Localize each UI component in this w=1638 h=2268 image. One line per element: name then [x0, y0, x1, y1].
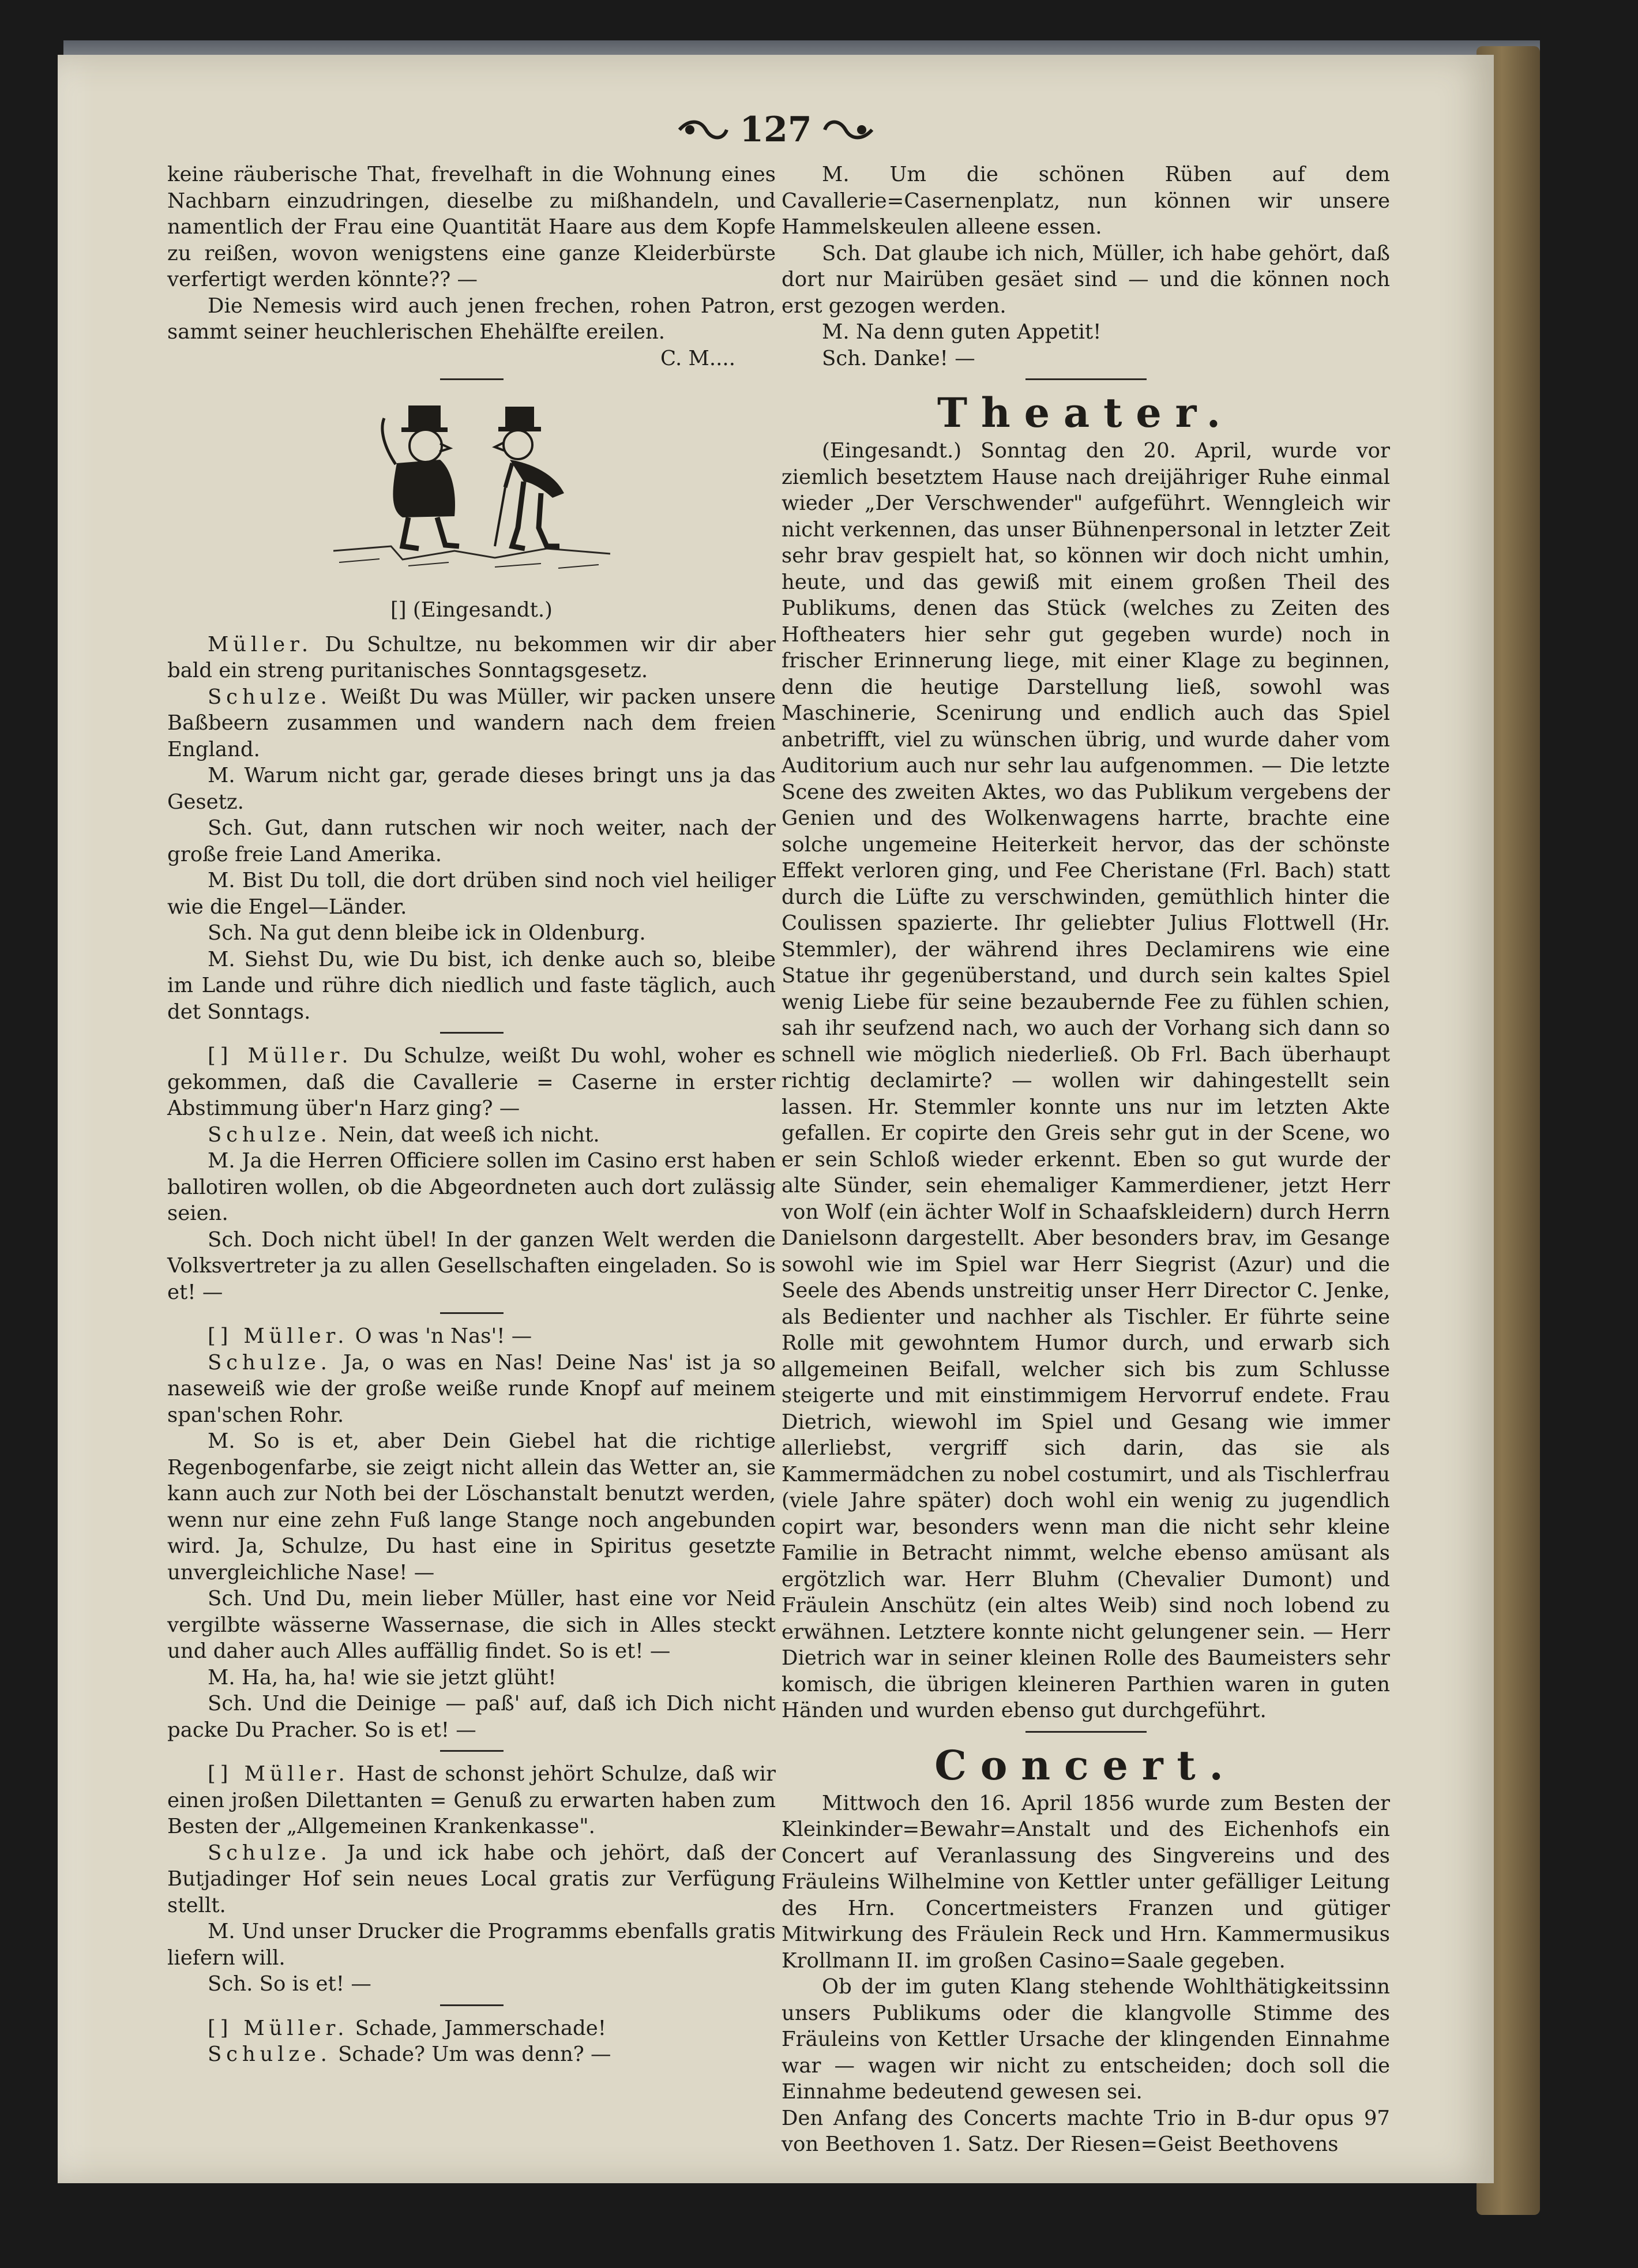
dialogue-line	[782, 241, 1390, 320]
speaker: Schulze.	[208, 685, 332, 709]
page-header	[58, 101, 1494, 159]
speech: Du Schulze, weißt Du wohl, woher es gekommen, daß die Cavallerie = Caserne in erster Abstimmung über'n Harz ging? —	[167, 1044, 776, 1120]
speech: Na gut denn bleibe ick in Oldenburg.	[259, 921, 646, 945]
dialogue-line	[167, 2015, 776, 2042]
speech: Warum nicht gar, gerade dieses bringt uns ja das Gesetz.	[167, 764, 776, 814]
speaker: Sch.	[208, 1587, 253, 1610]
dialogue-line	[167, 1918, 776, 1971]
speech: O was 'n Nas'! —	[355, 1324, 532, 1348]
divider	[440, 1750, 504, 1752]
speech: Und unser Drucker die Programms ebenfalls gratis liefern will.	[167, 1920, 776, 1970]
newspaper-page	[58, 55, 1494, 2183]
speaker: M.	[208, 869, 235, 892]
speech: Dat glaube ich nich, Müller, ich habe gehört, daß dort nur Mairüben gesäet sind — und die können noch erst gezogen werden.	[782, 241, 1390, 318]
speaker: Schulze.	[208, 1122, 332, 1147]
speaker: [] Müller.	[208, 1762, 350, 1786]
dialogue-line	[782, 162, 1390, 241]
illustration-caption: [] (Eingesandt.)	[390, 598, 553, 622]
right-column	[782, 162, 1390, 2158]
speech: So is et, aber Dein Giebel hat die richtige Regenbogenfarbe, sie zeigt nicht allein das Wetter an, sie kann auch zur Noth bei der Löschanstalt benutzt werden, wenn nur eine zehn Fuß lange Stange noch angebunden wird. Ja, Schulze, Du hast eine in Spiritus gesetzte unvergleichliche Nase! —	[167, 1429, 776, 1584]
left-column	[167, 162, 776, 2068]
article-text: Die Nemesis wird auch jenen frechen, rohen Patron, sammt seiner heuchlerischen Ehehälfte ereilen.	[167, 294, 776, 344]
dialogue-line	[167, 947, 776, 1026]
speaker: M.	[208, 1429, 235, 1453]
speech: So is et! —	[259, 1972, 371, 1996]
speaker: Sch.	[208, 921, 253, 945]
dialogue-line	[167, 763, 776, 815]
speaker: M.	[208, 947, 235, 971]
section-heading-theater: Theater.	[937, 389, 1234, 437]
speaker: Sch.	[208, 1692, 253, 1715]
speaker: Sch.	[208, 1972, 253, 1996]
dialogue-line	[167, 1350, 776, 1429]
divider	[1025, 1731, 1147, 1733]
speaker: Sch.	[822, 346, 867, 370]
divider	[440, 1032, 504, 1034]
speech: Na denn guten Appetit!	[855, 320, 1102, 344]
section-heading-concert: Concert.	[934, 1741, 1237, 1789]
speech: Schade? Um was denn? —	[338, 2042, 611, 2066]
speech: Ja und ick habe och jehört, daß der Butjadinger Hof sein neues Local gratis zur Verfügung stellt.	[167, 1841, 776, 1917]
divider	[440, 1312, 504, 1314]
speech: Um die schönen Rüben auf dem Cavallerie=Casernenplatz, nun können wir unsere Hammelskeulen alleene essen.	[782, 163, 1390, 239]
caricature-illustration	[322, 395, 622, 585]
dialogue-line	[782, 319, 1390, 346]
dialogue-line	[167, 1761, 776, 1840]
dialogue-line	[167, 1043, 776, 1122]
speaker: M.	[208, 1149, 235, 1173]
speech: Doch nicht übel! In der ganzen Welt werden die Volksvertreter ja zu allen Gesellschaften eingeladen. So is et! —	[167, 1227, 776, 1304]
divider	[440, 378, 504, 380]
speaker: M.	[208, 1920, 235, 1943]
speech: Danke! —	[873, 346, 975, 370]
article-text: keine räuberische That, frevelhaft in die Wohnung eines Nachbarn einzudringen, dieselbe zu mißhandeln, und namentlich der Frau eine Quantität Haare aus dem Kopfe zu reißen, wovon wenigstens eine ganze Kleiderbürste verfertigt werden könnte?? —	[167, 163, 776, 291]
dialogue-line	[167, 632, 776, 684]
speech: Und die Deinige — paß' auf, daß ich Dich nicht packe Du Pracher. So is et! —	[167, 1692, 776, 1742]
speech: Ha, ha, ha! wie sie jetzt glüht!	[241, 1665, 557, 1689]
article-text: Den Anfang des Concerts machte Trio in B-dur opus 97 von Beethoven 1. Satz. Der Riesen=Geist Beethovens	[782, 2106, 1390, 2156]
dialogue-line	[167, 1323, 776, 1350]
speech: Du Schultze, nu bekommen wir dir aber bald ein streng puritanisches Sonntagsgesetz.	[167, 632, 776, 682]
speaker: Schulze.	[208, 2042, 332, 2066]
speaker: M.	[822, 320, 850, 344]
speech: Ja die Herren Officiere sollen im Casino erst haben ballotiren wollen, ob die Abgeordneten auch dort zulässig seien.	[167, 1149, 776, 1225]
speech: Hast de schonst jehört Schulze, daß wir einen jroßen Dilettanten = Genuß zu erwarten haben zum Besten der „Allgemeinen Krankenkasse".	[167, 1762, 776, 1838]
speaker: Sch.	[208, 816, 253, 840]
article-text: (Eingesandt.) Sonntag den 20. April, wurde vor ziemlich besetztem Hause nach dreijähriger Ruhe einmal wieder „Der Verschwender" aufgeführt. Wenngleich wir nicht verkennen, das unser Bühnenpersonal in letzter Zeit sehr brav gespielt hat, so können wir doch nicht umhin, heute, und das gewiß mit einem großen Theil des Publikums, denen das Stück (welches zu Zeiten des Hoftheaters hier sehr gut gegeben wurde) noch in frischer Erinnerung liege, mit einer Klage zu beginnen, denn die heutige Darstellung ließ, sowohl was Maschinerie, Scenirung und endlich auch das Spiel anbetrifft, viel zu wünschen übrig, und wurde daher vom Auditorium auch nur sehr lau aufgenommen. — Die letzte Scene des zweiten Aktes, wo das Publikum vergebens der Genien und des Wolkenwagens harrte, brachte eine solche ungemeine Heiterkeit hervor, das der schönste Effekt verloren ging, und Fee Cheristane (Frl. Bach) statt durch die Lüfte zu verschwinden, gemüthlich hinter die Coulissen spazierte. Ihr geliebter Julius Flottwell (Hr. Stemmler), der während ihres Declamirens wie eine Statue ihr gegenüberstand, und durch sein kaltes Spiel wenig Liebe für seine bezaubernde Fee zu fühlen schien, sah ihr seufzend nach, wo auch der Vorhang sich dann so schnell wie möglich niederließ. Ob Frl. Bach überhaupt richtig declamirte? — wollen wir dahingestellt sein lassen. Hr. Stemmler konnte uns nur im letzten Akte gefallen. Er copirte den Greis sehr gut in der Scene, wo er sein Schloß wieder erkennt. Eben so gut wurde der alte Sünder, sein ehemaliger Kammerdiener, jetzt Herr von Wolf (ein ächter Wolf in Schaafskleidern) durch Herrn Danielsonn dargestellt. Aber besonders brav, im Gesange sowohl wie im Spiel war Herr Siegrist (Azur) und die Seele des Abends unstreitig unser Herr Director C. Jenke, als Bedienter und nachher als Tischler. Er führte seine Rolle mit gewohntem Humor durch, und erwarb sich allgemeinen Beifall, welcher sich bis zum Schlusse steigerte und mit einstimmigem Hervorruf endete. Frau Dietrich, wiewohl im Spiel und Gesang wie immer allerliebst, vergriff sich darin, das sie als Kammermädchen zu nobel costumirt, und als Tischlerfrau (viele Jahre später) doch wohl ein wenig zu jugendlich copirt war, besonders wenn man die nicht sehr kleine Familie in Betracht nimmt, welche ebenso amüsant als ergötzlich war. Herr Bluhm (Chevalier Dumont) und Fräulein Anschütz (ein altes Weib) sind noch lobend zu erwähnen. Letztere konnte nicht gelungener sein. — Herr Dietrich war in seiner kleinen Rolle des Baumeisters sehr komisch, die übrigen kleineren Parthien waren in guten Händen und wurden ebenso gut durchgeführt.	[782, 439, 1390, 1722]
speaker: M.	[822, 163, 850, 186]
speaker: Schulze.	[208, 1841, 332, 1865]
dialogue-line	[167, 1665, 776, 1691]
signature: C. M....	[660, 346, 735, 370]
speech: Siehst Du, wie Du bist, ich denke auch so, bleibe im Lande und rühre dich niedlich und faste täglich, auch det Sonntags.	[167, 947, 776, 1024]
speaker: Schulze.	[208, 1350, 332, 1375]
speaker: Sch.	[822, 241, 867, 265]
page-number: 127	[739, 110, 812, 150]
dialogue-line	[167, 1428, 776, 1586]
dialogue-line	[167, 1971, 776, 1997]
article-text: Mittwoch den 16. April 1856 wurde zum Besten der Kleinkinder=Bewahr=Anstalt und des Eichenhofs ein Concert auf Veranlassung des Singvereins und des Fräuleins Wilhelmine von Kettler unter gefälliger Leitung des Hrn. Concertmeisters Franzen und gütiger Mitwirkung des Fräulein Reck und Hrn. Kammermusikus Krollmann II. im großen Casino=Saale gegeben.	[782, 1791, 1390, 1973]
article-text: Ob der im guten Klang stehende Wohlthätigkeitssinn unsers Publikums oder die klangvolle Stimme des Fräuleins von Kettler Ursache der klingenden Einnahme war — wagen wir nicht zu entscheiden; doch soll die Einnahme bedeutend gewesen sei.	[782, 1975, 1390, 2104]
dialogue-line	[167, 1148, 776, 1227]
dialogue-line	[167, 920, 776, 947]
dialogue-line	[167, 868, 776, 920]
speech: Und Du, mein lieber Müller, hast eine vor Neid vergilbte wässerne Wassernase, die sich in Alles steckt und daher auch Alles auffällig findet. So is et! —	[167, 1587, 776, 1663]
speaker: Müller.	[208, 632, 313, 656]
dialogue-line	[167, 815, 776, 868]
speaker: M.	[208, 1665, 235, 1689]
dialogue-line	[782, 346, 1390, 372]
speech: Schade, Jammerschade!	[355, 2016, 607, 2040]
ornament-left-icon	[677, 117, 729, 142]
speech: Bist Du toll, die dort drüben sind noch viel heiliger wie die Engel—Länder.	[167, 869, 776, 919]
speaker: [] Müller.	[208, 1324, 349, 1348]
speaker: [] Müller.	[208, 1044, 353, 1068]
speech: Nein, dat weeß ich nicht.	[338, 1122, 600, 1147]
speech: Ja, o was en Nas! Deine Nas' ist ja so naseweiß wie der große weiße runde Knopf auf meinem span'schen Rohr.	[167, 1350, 776, 1427]
speaker: [] Müller.	[208, 2016, 349, 2040]
speaker: Sch.	[208, 1227, 253, 1252]
dialogue-line	[167, 684, 776, 763]
ornament-right-icon	[822, 117, 874, 142]
dialogue-line	[167, 1227, 776, 1306]
dialogue-line	[167, 2041, 776, 2068]
divider	[1025, 378, 1147, 380]
dialogue-line	[167, 1691, 776, 1743]
speech: Gut, dann rutschen wir noch weiter, nach der große freie Land Amerika.	[167, 816, 776, 866]
speech: Weißt Du was Müller, wir packen unsere Baßbeern zusammen und wandern nach dem freien England.	[167, 685, 776, 761]
dialogue-line	[167, 1586, 776, 1665]
dialogue-line	[167, 1122, 776, 1148]
divider	[440, 2004, 504, 2006]
dialogue-line	[167, 1840, 776, 1919]
speaker: M.	[208, 764, 235, 787]
